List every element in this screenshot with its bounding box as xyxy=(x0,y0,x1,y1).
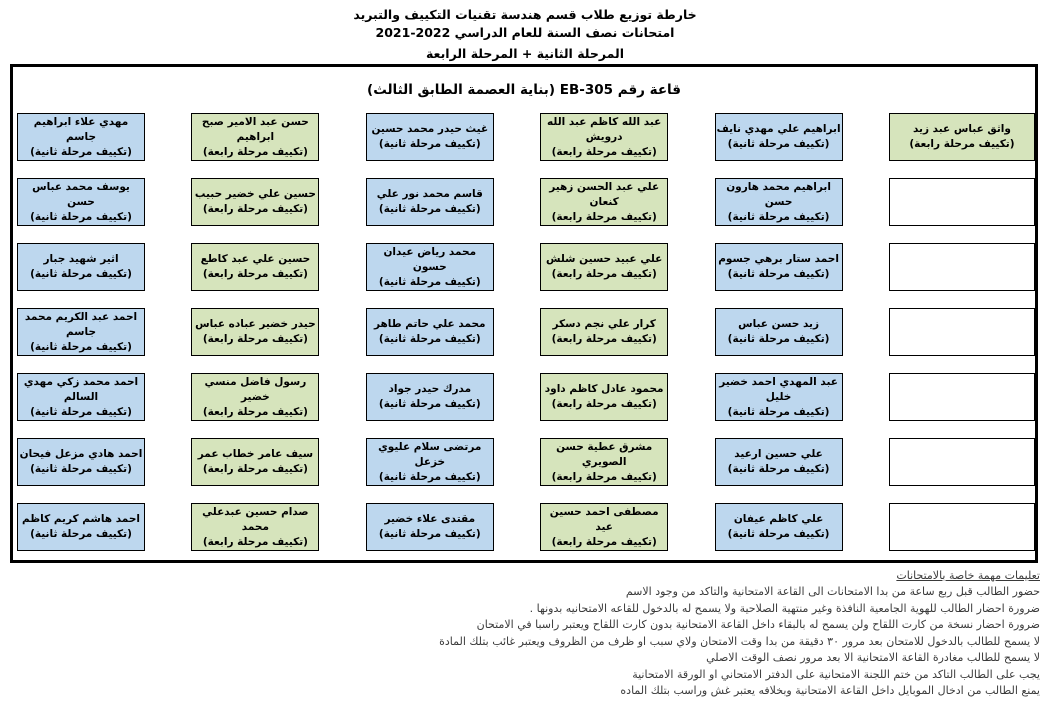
student-name: مدرك حيدر جواد xyxy=(388,383,472,395)
student-name: محمود عادل كاظم داود xyxy=(544,383,664,395)
instructions-heading: تعليمات مهمة خاصة بالامتحانات xyxy=(896,569,1040,582)
student-name: قاسم محمد نور علي xyxy=(376,188,483,200)
student-stage: (تكييف مرحلة رابعة) xyxy=(202,405,308,418)
student-name: رسول فاضل منسي خضير xyxy=(204,375,307,403)
student-seat-cell xyxy=(17,438,145,486)
student-seat-cell xyxy=(889,113,1035,161)
student-seat-cell xyxy=(17,113,145,161)
student-seat-cell xyxy=(191,308,319,356)
student-name: مصطفى احمد حسين عيد xyxy=(549,505,659,533)
student-seat-cell xyxy=(715,373,843,421)
student-stage: (تكييف مرحلة ثانية) xyxy=(378,138,481,150)
student-seat-cell xyxy=(540,113,668,161)
student-seat-cell xyxy=(191,503,319,551)
student-name: علي عبد الحسن زهير كنعان xyxy=(549,180,660,208)
student-name: اثير شهيد جبار xyxy=(43,253,119,265)
instruction-line: حضور الطالب قبل ربع ساعة من بدا الامتحانات الى القاعة الامتحانية والتاكد من وجود الاسم xyxy=(625,585,1040,598)
document-header xyxy=(0,6,1050,63)
instruction-line: يمنع الطالب من ادخال الموبايل داخل القاعة الامتحانية وبخلافه يعتبر غش وراسب بتلك الماده xyxy=(620,684,1040,697)
student-seat-cell xyxy=(540,373,668,421)
header-line-1: خارطة توزيع طلاب قسم هندسة تقنيات التكييف والتبريد xyxy=(353,7,697,22)
student-seat-cell xyxy=(366,373,494,421)
student-stage: (تكييف مرحلة ثانية) xyxy=(30,463,132,475)
student-stage: (تكييف مرحلة ثانية) xyxy=(378,333,481,345)
seat-row-2 xyxy=(17,178,1035,226)
seat-row-1 xyxy=(17,113,1035,161)
student-stage: (تكييف مرحلة ثانية) xyxy=(378,398,481,410)
student-name: ابراهيم محمد هارون حسن xyxy=(726,180,831,208)
student-name: صدام حسين عبدعلي محمد xyxy=(202,505,309,533)
student-stage: (تكييف مرحلة رابعة) xyxy=(551,535,657,548)
student-stage: (تكييف مرحلة ثانية) xyxy=(30,210,132,223)
student-seat-cell xyxy=(715,178,843,226)
student-name: يوسف محمد عباس حسن xyxy=(32,180,130,208)
student-seat-cell xyxy=(17,308,145,356)
student-seat-cell xyxy=(715,308,843,356)
student-seat-cell xyxy=(540,178,668,226)
student-seat-cell xyxy=(715,503,843,551)
student-name: علي حسين ارعيد xyxy=(734,448,823,460)
student-stage: (تكييف مرحلة ثانية) xyxy=(727,268,830,280)
student-name: حسين علي خضير حبيب xyxy=(194,188,316,200)
student-seat-cell xyxy=(715,438,843,486)
student-name: احمد ستار برهي جسوم xyxy=(718,253,839,265)
student-name: محمد رياض عيدان حسون xyxy=(383,245,477,273)
student-stage: (تكييف مرحلة رابعة) xyxy=(909,138,1015,150)
room-title: قاعة رقم EB-305 (بناية العصمة الطابق الثالث) xyxy=(367,82,681,98)
student-stage: (تكييف مرحلة ثانية) xyxy=(30,268,132,280)
empty-seat-cell xyxy=(889,178,1035,226)
student-stage: (تكييف مرحلة رابعة) xyxy=(551,470,657,483)
header-line-3: المرحلة الثانية + المرحلة الرابعة xyxy=(425,46,625,61)
student-seat-cell xyxy=(366,113,494,161)
seat-row-5 xyxy=(17,373,1035,421)
student-seat-cell xyxy=(366,243,494,291)
student-stage: (تكييف مرحلة رابعة) xyxy=(551,333,657,345)
empty-seat-cell xyxy=(889,373,1035,421)
student-stage: (تكييف مرحلة ثانية) xyxy=(30,405,132,418)
student-name: علي كاظم عيفان xyxy=(733,513,824,525)
student-seat-cell xyxy=(17,373,145,421)
student-seat-cell xyxy=(191,243,319,291)
student-seat-cell xyxy=(366,308,494,356)
student-seat-cell xyxy=(191,438,319,486)
seat-row-6 xyxy=(17,438,1035,486)
student-seat-cell xyxy=(17,178,145,226)
student-seat-cell xyxy=(540,438,668,486)
student-name: حسين علي عبد كاطع xyxy=(200,253,311,265)
student-name: محمد علي حاتم طاهر xyxy=(374,318,486,330)
student-name: احمد محمد زكي مهدي السالم xyxy=(23,375,139,403)
student-seat-cell xyxy=(191,373,319,421)
student-name: عبد الله كاظم عبد الله درويش xyxy=(547,115,662,143)
student-stage: (تكييف مرحلة ثانية) xyxy=(30,340,132,353)
student-name: زيد حسن عباس xyxy=(738,318,820,330)
student-name: مقتدى علاء خضير xyxy=(384,513,476,525)
seating-grid xyxy=(17,113,1035,568)
empty-seat-cell xyxy=(889,438,1035,486)
student-seat-cell xyxy=(191,113,319,161)
student-name: علي عبيد حسين شلش xyxy=(546,253,663,265)
student-stage: (تكييف مرحلة رابعة) xyxy=(202,145,308,158)
student-name: احمد هادي مزعل فيحان xyxy=(19,448,143,460)
student-seat-cell xyxy=(715,113,843,161)
student-stage: (تكييف مرحلة ثانية) xyxy=(378,203,481,215)
student-stage: (تكييف مرحلة رابعة) xyxy=(551,145,657,158)
student-stage: (تكييف مرحلة رابعة) xyxy=(202,333,308,345)
student-name: حيدر خضير عباده عباس xyxy=(195,318,316,330)
empty-seat-cell xyxy=(889,243,1035,291)
instruction-line: ضرورة احضار الطالب للهوية الجامعية النافذة وغير منتهية الصلاحية ولا يسمح له بالدخول للقاعه الامتحانيه بدونها . xyxy=(529,601,1040,615)
student-seat-cell xyxy=(540,243,668,291)
student-stage: (تكييف مرحلة رابعة) xyxy=(551,268,657,280)
student-name: احمد عبد الكريم محمد جاسم xyxy=(24,310,138,338)
student-name: واثق عباس عبد زيد xyxy=(912,123,1011,135)
student-stage: (تكييف مرحلة رابعة) xyxy=(202,535,308,548)
student-stage: (تكييف مرحلة ثانية) xyxy=(727,138,830,150)
student-stage: (تكييف مرحلة ثانية) xyxy=(727,463,830,475)
student-stage: (تكييف مرحلة رابعة) xyxy=(551,210,657,223)
student-stage: (تكييف مرحلة ثانية) xyxy=(378,528,481,540)
student-name: ابراهيم علي مهدي نايف xyxy=(716,123,841,135)
seat-row-4 xyxy=(17,308,1035,356)
instruction-line: لا يسمح للطالب مغادرة القاعة الامتحانية الا بعد مرور نصف الوقت الاصلي xyxy=(706,651,1040,664)
instructions-list xyxy=(10,584,1040,700)
student-name: مرتضى سلام عليوي خزعل xyxy=(378,440,482,468)
student-stage: (تكييف مرحلة ثانية) xyxy=(378,275,481,288)
student-seat-cell xyxy=(540,503,668,551)
student-seat-cell xyxy=(366,438,494,486)
student-name: سيف عامر خطاب عمر xyxy=(197,448,314,460)
student-seat-cell xyxy=(366,178,494,226)
student-stage: (تكييف مرحلة رابعة) xyxy=(551,398,657,410)
student-stage: (تكييف مرحلة رابعة) xyxy=(202,268,308,280)
student-stage: (تكييف مرحلة ثانية) xyxy=(378,470,481,483)
student-seat-cell xyxy=(191,178,319,226)
student-stage: (تكييف مرحلة رابعة) xyxy=(202,203,308,215)
student-seat-cell xyxy=(540,308,668,356)
student-name: كرار علي نجم دسكر xyxy=(552,318,656,330)
student-seat-cell xyxy=(17,503,145,551)
student-name: عبد المهدي احمد خضير خليل xyxy=(719,375,838,403)
student-stage: (تكييف مرحلة ثانية) xyxy=(727,333,830,345)
student-name: مهدي علاء ابراهيم جاسم xyxy=(33,115,129,143)
student-stage: (تكييف مرحلة ثانية) xyxy=(30,528,132,540)
instruction-line: لا يسمح للطالب بالدخول للامتحان بعد مرور ٣٠ دقيقة من بدا وقت الامتحان ولاي سبب او ظرف من الظروف ويعتبر غائب بتلك المادة xyxy=(439,634,1040,648)
student-stage: (تكييف مرحلة رابعة) xyxy=(202,463,308,475)
student-stage: (تكييف مرحلة ثانية) xyxy=(727,210,830,223)
student-seat-cell xyxy=(17,243,145,291)
empty-seat-cell xyxy=(889,308,1035,356)
student-stage: (تكييف مرحلة ثانية) xyxy=(727,405,830,418)
exam-instructions xyxy=(10,567,1040,700)
seat-row-7 xyxy=(17,503,1035,551)
instruction-line: يجب على الطالب التاكد من ختم اللجنة الامتحانية على الدفتر الامتحاني او الورقة الامتحانية xyxy=(632,667,1040,681)
student-stage: (تكييف مرحلة ثانية) xyxy=(30,145,132,158)
seat-row-3 xyxy=(17,243,1035,291)
student-name: احمد هاشم كريم كاظم xyxy=(22,513,141,525)
student-name: حسن عبد الامير صبح ابراهيم xyxy=(201,115,309,143)
student-stage: (تكييف مرحلة ثانية) xyxy=(727,528,830,540)
student-seat-cell xyxy=(366,503,494,551)
student-name: غيث حيدر محمد حسين xyxy=(371,123,489,135)
room-container xyxy=(10,64,1038,563)
instruction-line: ضرورة احضار نسخة من كارت اللقاح ولن يسمح له بالبقاء داخل القاعة الامتحانية بدون كارت اللقاح ويعتبر راسبا في الامتحان xyxy=(476,618,1040,631)
empty-seat-cell xyxy=(889,503,1035,551)
header-line-2: امتحانات نصف السنة للعام الدراسي 2022-2021 xyxy=(375,25,675,40)
student-seat-cell xyxy=(715,243,843,291)
student-name: مشرق عطية حسن الصويري xyxy=(556,440,653,468)
